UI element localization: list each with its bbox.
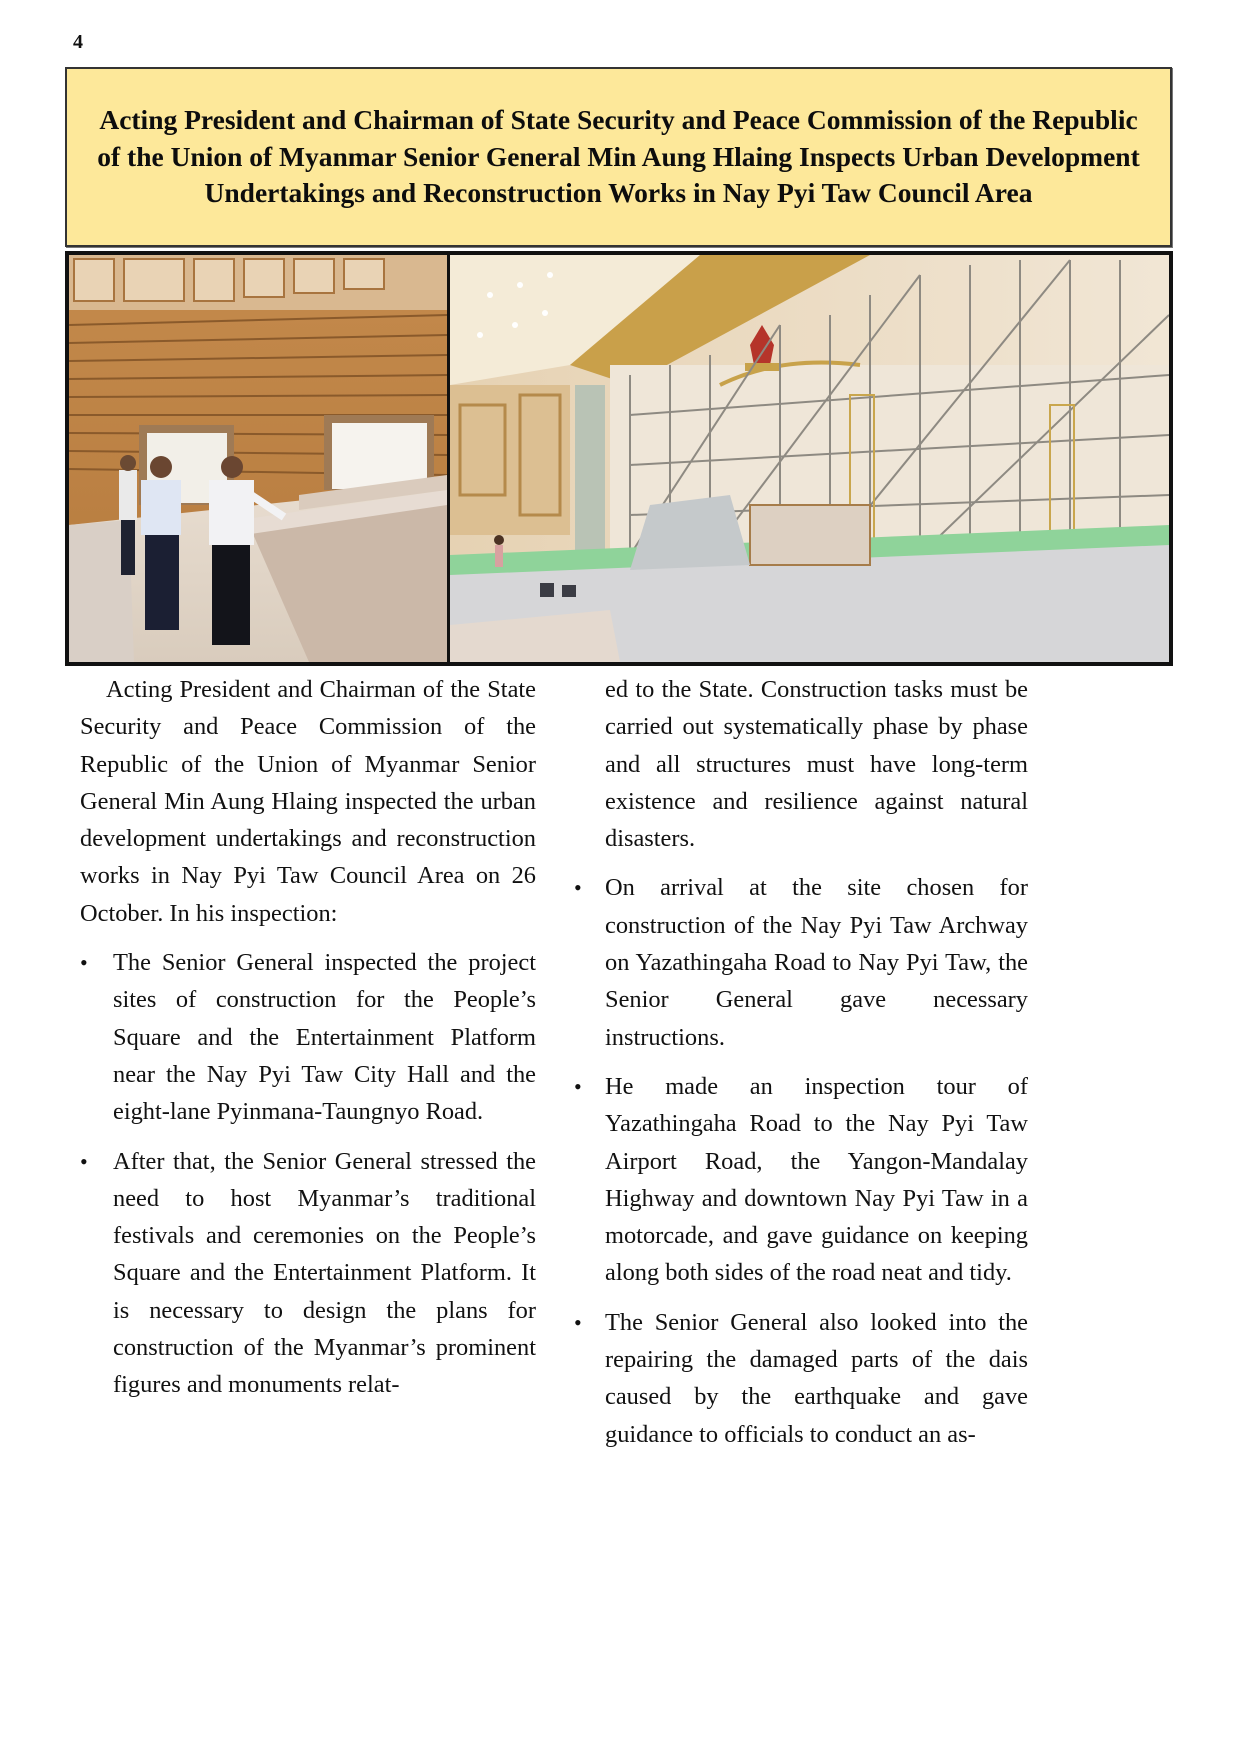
bullet-item: • He made an inspection tour of Yazathingaha Road to the Nay Pyi Taw Airport Road, the Yangon-Mandalay Highway and downtown Nay Pyi Taw in a motorcade, and gave guidance on keeping along both sides of the road neat and tidy. [605,1068,1028,1292]
article-column-left [80,671,536,1404]
photo-dais-scaffolding [450,255,1169,662]
headline: Acting President and Chairman of State Security and Peace Commission of the Republic of the Union of Myanmar Senior General Min Aung Hlaing Inspects Urban Development Undertakings and Reconstruction Works in Nay Pyi Taw Council Area [97,104,1140,209]
photo-frame [65,251,1173,666]
page-number: 4 [73,31,83,53]
bullet-item: • After that, the Senior General stressed the need to host Myanmar’s traditional festivals and ceremonies on the People’s Square and the Entertainment Platform. It is necessary to design the plans for construction of the Myanmar’s prominent figures and monuments relat- [80,1143,536,1404]
bullet-item: • On arrival at the site chosen for construction of the Nay Pyi Taw Archway on Yazathingaha Road to Nay Pyi Taw, the Senior General gave necessary instructions. [605,869,1028,1055]
article-continuation: ed to the State. Construction tasks must be carried out systematically phase by phase and all structures must have long-term existence and resilience against natural disasters. [605,676,1028,853]
article-column-right [605,671,1028,1453]
headline-box [65,67,1172,247]
bullet-item: • The Senior General inspected the project sites of construction for the People’s Square and the Entertainment Platform near the Nay Pyi Taw City Hall and the eight-lane Pyinmana-Taungnyo Road. [80,944,536,1130]
article-intro: Acting President and Chairman of the State Security and Peace Commission of the Republic of the Union of Myanmar Senior General Min Aung Hlaing inspected the urban development undertakings and reconstruction works in Nay Pyi Taw Council Area on 26 October. In his inspection: [80,676,536,927]
bullet-list-left [80,944,536,1404]
bullet-item: • The Senior General also looked into the repairing the damaged parts of the dais caused by the earthquake and gave guidance to officials to conduct an as- [605,1304,1028,1453]
photo-inspection-hall [69,255,447,662]
photo-inspection-hall-image [69,255,447,662]
photo-dais-scaffolding-image [450,255,1169,662]
